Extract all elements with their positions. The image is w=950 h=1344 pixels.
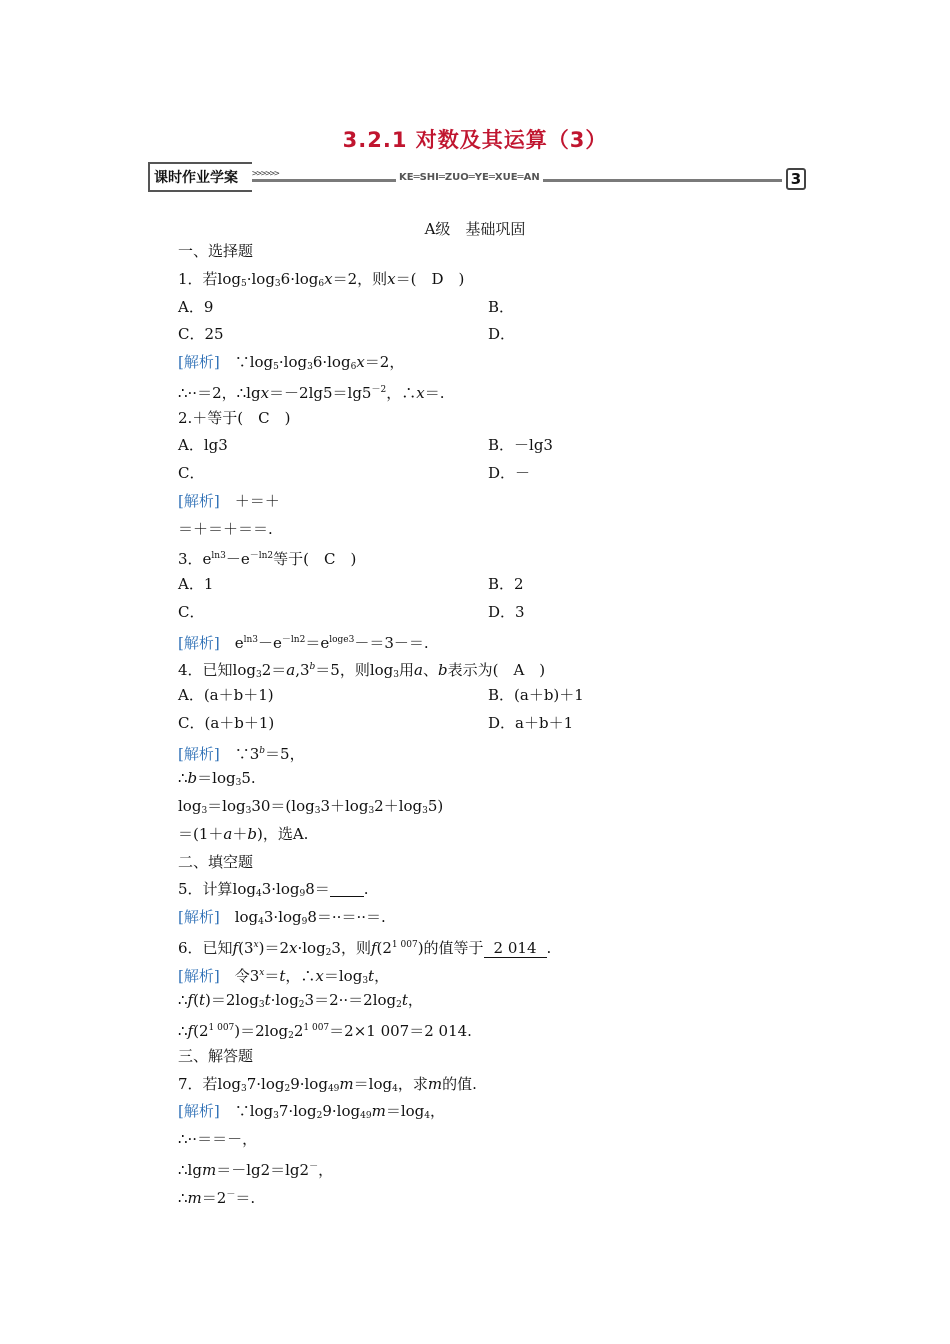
analysis-line: [解析] 令$3^x=t$，$\therefore x=\log_3t$， [178, 966, 390, 986]
section-banner [148, 160, 806, 198]
option-d: D．3 [488, 602, 525, 621]
options-row [178, 710, 818, 738]
option-a: A．1 [178, 575, 214, 593]
question-5: 5．计算$\log_43\cdot\log_98=$ . [178, 880, 369, 900]
option-b: B．2 [488, 575, 524, 593]
option-a: A．lg3 [178, 436, 228, 455]
analysis-line: [解析] ＋＝＋ [178, 491, 280, 510]
options-row [178, 682, 818, 710]
analysis-line: ∴m＝2－＝. [178, 1188, 256, 1207]
options-row [178, 321, 818, 349]
answer-blank[interactable] [330, 880, 364, 897]
document-body [178, 238, 818, 1209]
analysis-line: $\therefore b=\log_35$. [178, 769, 256, 789]
option-c: C． [178, 602, 205, 621]
option-c: C． [178, 464, 205, 482]
option-d: D．a＋b＋1 [488, 713, 574, 732]
analysis-line: [解析] $e^{ln3}-e^{-ln2}=e^{loge3}-=3-=$. [178, 633, 429, 652]
banner-pinyin: KE═SHI═ZUO═YE═XUE═AN [396, 172, 543, 183]
analysis-line: ＝＋＝＋＝＝. [178, 519, 273, 538]
analysis-tag: [解析] [178, 908, 220, 926]
options-row [178, 571, 818, 599]
analysis-line: ∴··＝2，$\therefore\lg x=-2\lg 5=\lg 5^{-2}$，∴x＝. [178, 383, 445, 402]
question-2: 2.＋等于( C ) [178, 408, 291, 427]
section-heading: 一、选择题 [178, 242, 254, 260]
question-6: 6．已知$f(3^x)=2x\cdot\log_23$，则$f(2^{1 007})$的值等于 2 014 . [178, 938, 552, 958]
level-heading: A级 基础巩固 [424, 220, 526, 238]
analysis-tag: [解析] [178, 491, 220, 510]
question-3: 3．$e^{ln3}-e^{-ln2}$等于( C ) [178, 550, 357, 569]
analysis-tag: [解析] [178, 966, 220, 985]
option-c: C．25 [178, 325, 224, 344]
analysis-tag: [解析] [178, 744, 220, 763]
page-title: 3.2.1 对数及其运算（3） [342, 128, 608, 152]
options-row [178, 460, 818, 488]
option-d: D．－ [488, 464, 531, 482]
option-b: B． [488, 297, 515, 316]
question-4: 4．已知$\log_32=a,3^b=5$，则$\log_3$用a、b表示为( A ) [178, 661, 546, 681]
option-b: B．－lg3 [488, 436, 553, 455]
option-c: C．(a＋b＋1) [178, 713, 275, 732]
analysis-line: $\therefore f(2^{1 007})=2\log_22^{1 007}=2\times 1$ 007＝2 014. [178, 1022, 472, 1041]
analysis-line: [解析] $\log_43\cdot\log_98=\cdot\cdot=\cdot\cdot=$. [178, 908, 386, 927]
analysis-line: [解析] $\because\log_5\cdot\log_36\cdot\log_6x=2$， [178, 353, 405, 372]
question-1: 1．若$\log_5\cdot\log_36\cdot\log_6x=2$，则x＝( D ) [178, 269, 465, 289]
analysis-line: $\therefore f(t)=2\log_3t\cdot\log_23=2\cdot\cdot=2\log_2t$， [178, 991, 423, 1011]
option-a: A．9 [178, 297, 214, 316]
option-a: A．(a＋b＋1) [178, 686, 274, 704]
analysis-line: ∴··＝＝－， [178, 1130, 258, 1148]
analysis-line: [解析] $\because\log_37\cdot\log_29\cdot\log_{49}m=\log_4$， [178, 1102, 445, 1122]
analysis-line: ∴lgm＝－lg2＝lg2－， [178, 1160, 334, 1179]
option-d: D． [488, 325, 516, 344]
analysis-line: [解析] $\because 3^b=5$， [178, 744, 305, 763]
analysis-tag: [解析] [178, 1102, 220, 1121]
analysis-line: ＝(1＋a＋b)，选A. [178, 824, 309, 843]
options-row [178, 599, 818, 627]
banner-number: 3 [786, 168, 806, 190]
q1-answer: D [431, 269, 444, 288]
q6-answer: 2 014 [484, 939, 547, 958]
section-heading: 三、解答题 [178, 1046, 254, 1065]
option-b: B．(a＋b)＋1 [488, 686, 584, 704]
analysis-line: $\log_3=\log_330=(\log_33+\log_32+\log_35)$ [178, 797, 444, 816]
question-7: 7．若$\log_37\cdot\log_29\cdot\log_{49}m=\log_4$，求m的值. [178, 1074, 477, 1094]
options-row [178, 432, 818, 460]
analysis-tag: [解析] [178, 353, 220, 371]
banner-label: 课时作业学案 [154, 170, 238, 186]
options-row [178, 294, 818, 322]
analysis-tag: [解析] [178, 633, 220, 652]
banner-arrows: >>>>>> [252, 169, 279, 179]
section-heading: 二、填空题 [178, 852, 254, 871]
